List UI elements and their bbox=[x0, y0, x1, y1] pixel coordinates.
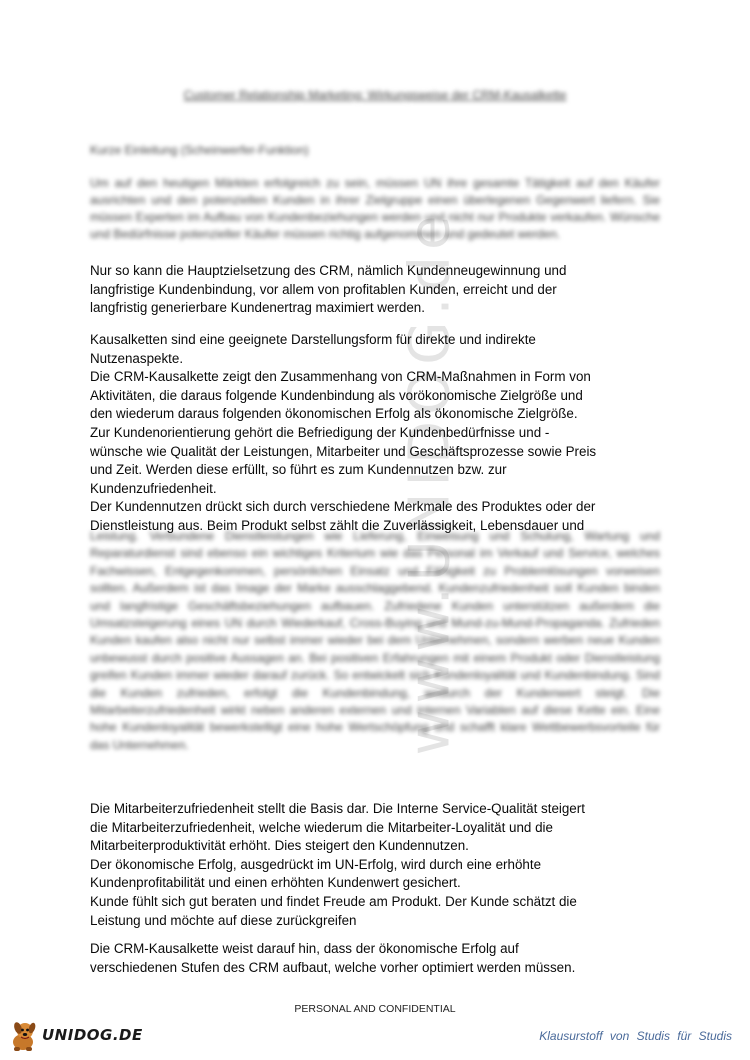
text-line: die Mitarbeiterzufriedenheit, welche wiederum die Mitarbeiter-Loyalität und die bbox=[90, 819, 553, 835]
paragraph-fazit bbox=[90, 940, 665, 977]
text-line: Nur so kann die Hauptzielsetzung des CRM, nämlich Kundenneugewinnung und bbox=[90, 263, 567, 278]
text-line: und Zeit. Werden diese erfüllt, so führt es zum Kundennutzen bzw. zur bbox=[90, 462, 507, 478]
blurred-middle-paragraph: Leistung. Verbundene Dienstleistungen wie Lieferung, Einweisung und Schulung, Wartung und Reparaturdienst sind ebenso ein wichtiges Kriterium wie das Personal im Verkauf und Service, welches Fachwissen, Entgegenkommen, persönlichen Einsatz und Fähigkeit zu Problemlösungen vorweisen sollten. Außerdem ist das Image der Marke ausschlaggebend. Kundenzufriedenheit soll Kunden binden und langfristige Geschäftsbeziehungen aufbauen. Zufriedene Kunden unterstützen außerdem die Umsatzsteigerung eines UN durch Wiederkauf, Cross-Buying und Mund-zu-Mund-Propaganda. Zufrieden Kunden kaufen also nicht nur selbst immer wieder bei dem Unternehmen, sondern werben neue Kunden unbewusst durch positive Aussagen an. Bei positiven Erfahrungen mit einem Produkt oder Dienstleistung greifen Kunden immer wieder darauf zurück. So entwickelt sich Kundenloyalität und Kundenbindung. Sind die Kunden zufrieden, erfolgt die Kundenbindung, wodurch der Kundenwert steigt. Die Mitarbeiterzufriedenheit wirkt neben anderen externen und internen Variablen auf diese Kette ein. Eine hohe Kundenloyalität bewerkstelligt eine hohe Wertschöpfung und schafft klare Wettbewerbsvorteile für das Unternehmen. bbox=[90, 529, 660, 752]
text-line: Mitarbeiterproduktivität erhöht. Dies steigert den Kundennutzen. bbox=[90, 838, 469, 854]
text-line: Dienstleistung aus. Beim Produkt selbst zählt die Zuverlässigkeit, Lebensdauer und bbox=[90, 517, 585, 533]
paragraph-kausalketten bbox=[90, 331, 665, 536]
text-line: langfristig generierbare Kundenertrag maximiert werden. bbox=[90, 300, 425, 316]
unidog-logo[interactable] bbox=[8, 1017, 143, 1053]
text-line: Kundenprofitabilität und einen erhöhten Kundenwert gesichert. bbox=[90, 875, 461, 891]
logo-text: UNIDOG.DE bbox=[42, 1026, 143, 1044]
text-line: Die CRM-Kausalkette zeigt den Zusammenhang von CRM-Maßnahmen in Form von bbox=[90, 369, 591, 385]
slogan-text: Klausurstoff von Studis für Studis bbox=[539, 1029, 732, 1043]
text-line: den wiederum daraus folgenden ökonomischen Erfolg als ökonomische Zielgröße. bbox=[90, 406, 578, 422]
text-line: Die CRM-Kausalkette weist darauf hin, dass der ökonomische Erfolg auf bbox=[90, 941, 519, 956]
paragraph-mitarbeiterzufriedenheit bbox=[90, 800, 665, 930]
text-line: Kundenzufriedenheit. bbox=[90, 480, 217, 496]
watermark-text: www.UNIDOG.de bbox=[397, 209, 463, 756]
confidential-footer: PERSONAL AND CONFIDENTIAL bbox=[294, 1003, 456, 1015]
text-line: Der ökonomische Erfolg, ausgedrückt im UN-Erfolg, wird durch eine erhöhte bbox=[90, 856, 542, 872]
text-line: Nutzenaspekte. bbox=[90, 350, 184, 366]
blurred-intro-paragraph: Um auf den heutigen Märkten erfolgreich zu sein, müssen UN ihre gesamte Tätigkeit auf den Käufer ausrichten und den potenziellen Kunden in ihrer Zielgruppe einen überlegenen Gegenwert liefern. Sie müssen Experten im Aufbau von Kundenbeziehungen werden und nicht nur Produkte verkaufen. Wünsche und Bedürfnisse potenzieller Käufer müssen richtig aufgenommen und gedeutet werden. bbox=[90, 176, 660, 241]
text-line: Die Mitarbeiterzufriedenheit stellt die Basis dar. Die Interne Service-Qualität steigert bbox=[90, 801, 585, 816]
text-line: Leistung und möchte auf diese zurückgreifen bbox=[90, 912, 357, 928]
text-line: wünsche wie Qualität der Leistungen, Mitarbeiter und Geschäftsprozesse sowie Preis bbox=[90, 443, 597, 459]
text-line: Kausalketten sind eine geeignete Darstellungsform für direkte und indirekte bbox=[90, 332, 536, 347]
text-line: Kunde fühlt sich gut beraten und findet Freude am Produkt. Der Kunde schätzt die bbox=[90, 893, 577, 909]
document-title: Customer Relationship Marketing: Wirkungsweise der CRM-Kausalkette bbox=[183, 88, 567, 102]
document-subtitle: Kurze Einleitung (Scheinwerfer-Funktion) bbox=[90, 143, 309, 157]
text-line: Der Kundennutzen drückt sich durch verschiedene Merkmale des Produktes oder der bbox=[90, 499, 596, 515]
text-line: Aktivitäten, die daraus folgende Kundenbindung als vorökonomische Zielgröße und bbox=[90, 387, 583, 403]
dog-mascot-icon bbox=[8, 1018, 40, 1052]
text-line: langfristige Kundenbindung, vor allem von profitablen Kunden, erreicht und der bbox=[90, 281, 557, 297]
paragraph-hauptzielsetzung bbox=[90, 262, 665, 318]
text-line: verschiedenen Stufen des CRM aufbaut, welche vorher optimiert werden müssen. bbox=[90, 959, 576, 975]
text-line: Zur Kundenorientierung gehört die Befriedigung der Kundenbedürfnisse und - bbox=[90, 424, 550, 440]
